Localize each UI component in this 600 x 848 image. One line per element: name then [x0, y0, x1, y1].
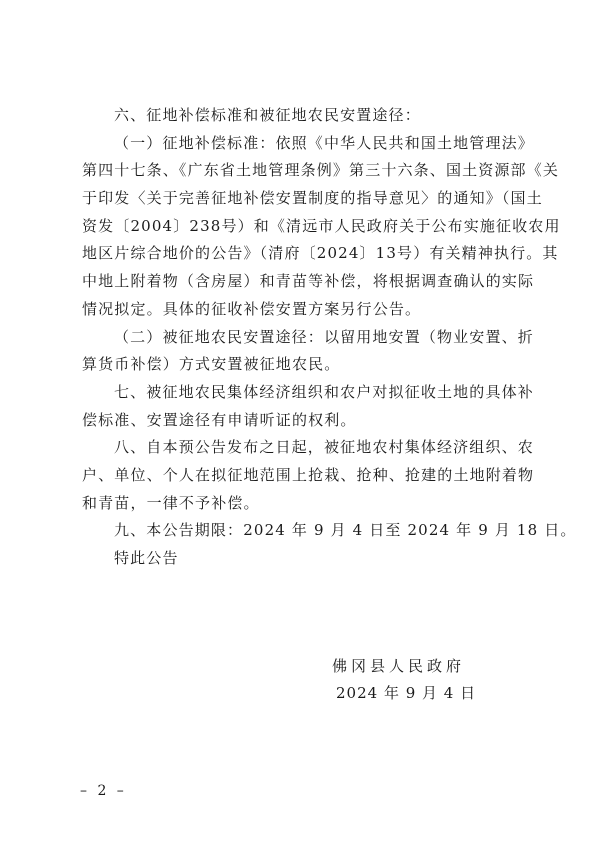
paragraph-line: 于印发〈关于完善征地补偿安置制度的指导意见〉的通知》（国土	[82, 189, 543, 208]
paragraph-line: （一）征地补偿标准：依照《中华人民共和国土地管理法》	[114, 133, 534, 152]
section-7-line: 七、被征地农民集体经济组织和农户对拟征收土地的具体补	[114, 382, 534, 401]
closing-line: 特此公告	[114, 549, 179, 567]
paragraph-line: 第四十七条、《广东省土地管理条例》第三十六条、国土资源部《关	[82, 161, 560, 180]
paragraph-line: 和青苗，一律不予补偿。	[82, 493, 260, 512]
section-9-line: 九、本公告期限：2024 年 9 月 4 日至 2024 年 9 月 18 日。	[114, 521, 577, 540]
section-8-line: 八、自本预公告发布之日起，被征地农村集体经济组织、农	[114, 438, 534, 457]
paragraph-line: 情况拟定。具体的征收补偿安置方案另行公告。	[82, 299, 422, 318]
paragraph-line: 偿标准、安置途径有申请听证的权利。	[82, 410, 357, 429]
document-body	[82, 102, 577, 573]
paragraph-line: 中地上附着物（含房屋）和青苗等补偿，将根据调查确认的实际	[82, 272, 535, 291]
section-6-heading: 六、征地补偿标准和被征地农民安置途径：	[114, 106, 421, 124]
signature-date: 2024 年 9 月 4 日	[336, 684, 477, 702]
page-number: – 2 –	[80, 783, 127, 799]
paragraph-line: 地区片综合地价的公告》（清府〔2024〕13号）有关精神执行。其	[82, 244, 559, 263]
paragraph-line: 户、单位、个人在拟征地范围上抢栽、抢种、抢建的土地附着物	[82, 465, 535, 484]
paragraph-line: 资发〔2004〕238号）和《清远市人民政府关于公布实施征收农用	[82, 216, 561, 235]
paragraph-line: （二）被征地农民安置途径：以留用地安置（物业安置、折	[114, 327, 534, 346]
signature-organization: 佛冈县人民政府	[332, 657, 466, 675]
paragraph-line: 算货币补偿）方式安置被征地农民。	[82, 355, 341, 374]
